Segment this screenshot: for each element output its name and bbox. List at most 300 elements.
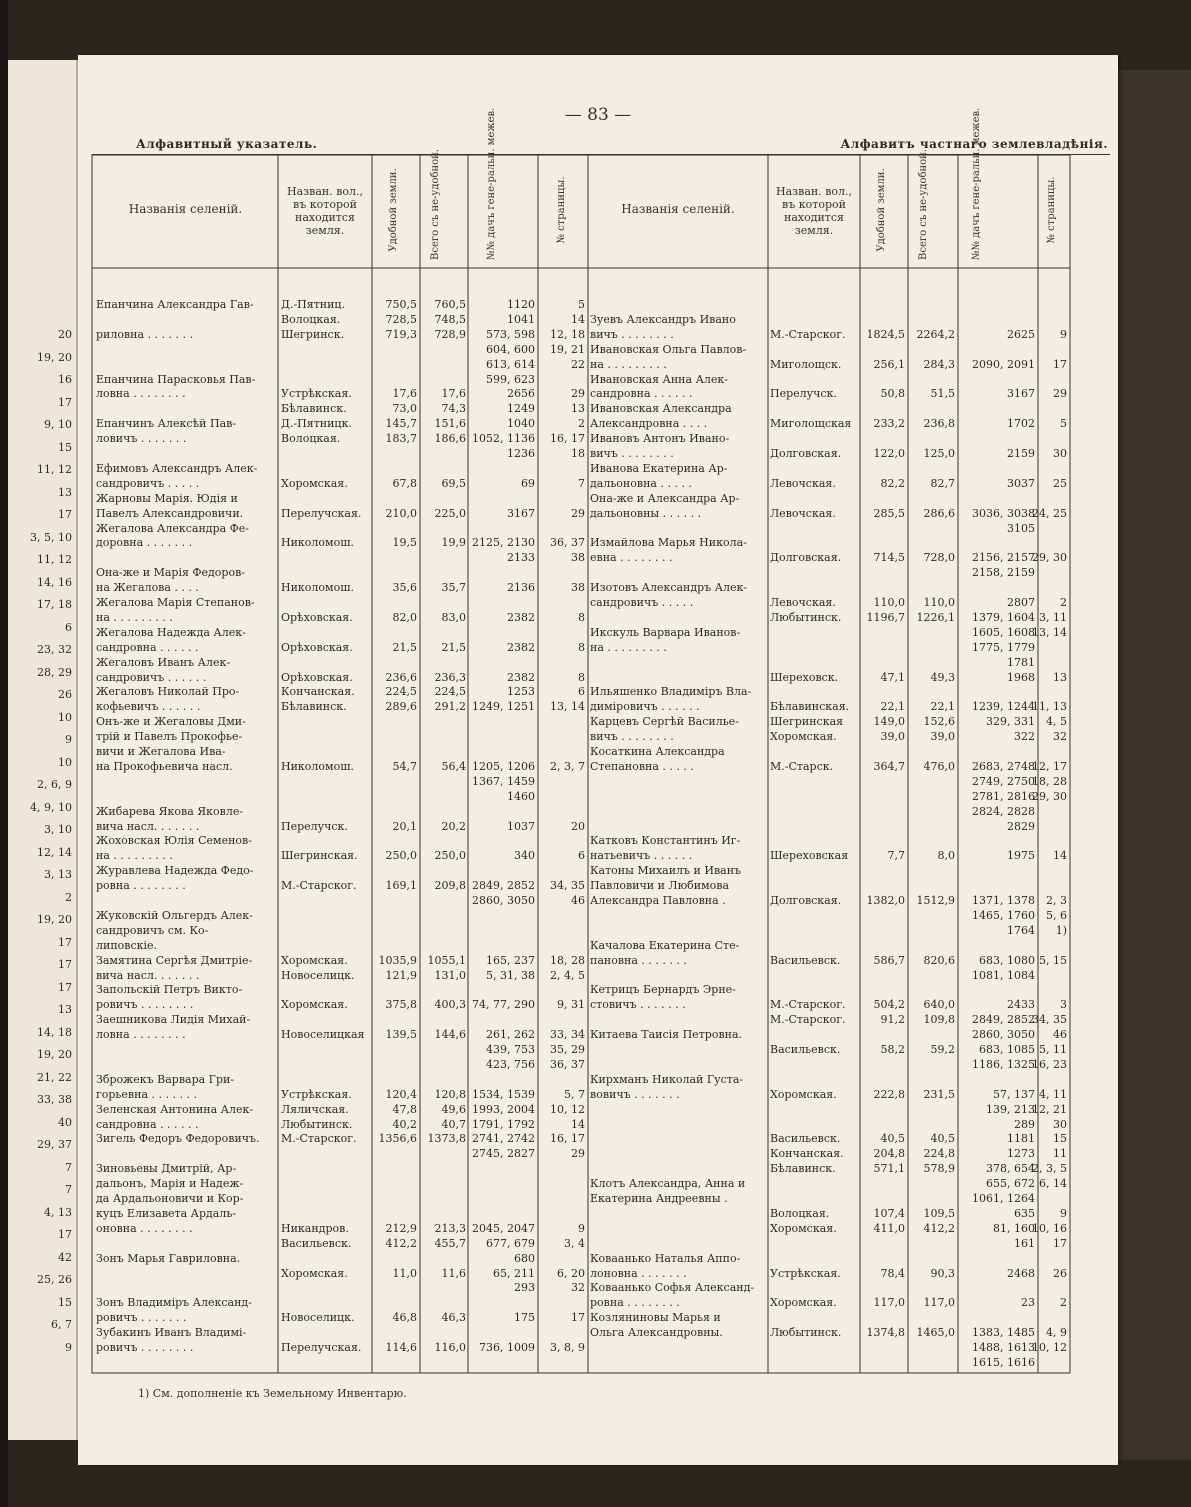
entry-name: вичъ . . . . . . . . — [590, 327, 674, 341]
page-refs: 9 — [1060, 327, 1067, 341]
total-land: 151,6 — [434, 417, 466, 431]
total-land: 109,8 — [923, 1013, 955, 1027]
entry-name: Жегалова Надежда Алек- — [96, 625, 246, 639]
entry-name: дальоновны . . . . . . — [590, 506, 702, 520]
entry-name: Качалова Екатерина Сте- — [590, 938, 740, 952]
survey-numbers: 2745, 2827 — [472, 1147, 535, 1161]
arable-land: 1824,5 — [866, 327, 905, 341]
sidebar-page-ref: 9 — [65, 1340, 72, 1354]
entry-name: Зброжекъ Варвара Гри- — [96, 1072, 235, 1086]
entry-name: Икскуль Варвара Иванов- — [590, 625, 741, 639]
survey-numbers: 1249 — [507, 402, 535, 416]
entry-name: Степановна . . . . . — [590, 759, 694, 773]
arable-land: 204,8 — [873, 1147, 905, 1161]
sidebar-page-ref: 10 — [58, 755, 72, 769]
entry-name: Павловичи и Любимова — [590, 879, 730, 893]
total-land: 40,7 — [441, 1117, 466, 1131]
survey-numbers: 2133 — [507, 551, 535, 565]
entry-name: Ильяшенко Владиміръ Вла- — [590, 685, 752, 699]
survey-numbers: 1239, 1244 — [972, 700, 1035, 714]
total-land: 1373,8 — [427, 1132, 466, 1146]
sidebar-page-ref: 19, 20 — [37, 350, 72, 364]
volost-name: Никандров. — [281, 1221, 349, 1235]
page-refs: 46 — [1053, 1028, 1067, 1042]
volost-name: Орѣховская. — [281, 640, 353, 654]
entry-name: сандровичъ . . . . . — [96, 476, 200, 490]
survey-numbers: 2849, 2852 — [472, 879, 535, 893]
survey-numbers: 1465, 1760 — [972, 908, 1035, 922]
entry-name: Епанчина Александра Гав- — [96, 298, 254, 311]
entry-name: Жоховская Юлія Семенов- — [96, 834, 252, 848]
total-land: 56,4 — [441, 759, 466, 773]
volost-name: Васильевск. — [770, 1132, 841, 1146]
col-header-total-left: Всего съ не-удобной. — [430, 148, 441, 260]
entry-name: вича насл. . . . . . . — [96, 968, 200, 982]
entry-name: ловна . . . . . . . . — [96, 387, 186, 401]
entry-name: стовичъ . . . . . . . — [590, 998, 686, 1012]
entry-name: Ефимовъ Александръ Алек- — [96, 461, 258, 475]
sidebar-page-ref: 19, 20 — [37, 1048, 72, 1061]
entry-name: кофьевичъ . . . . . . — [96, 700, 201, 714]
total-land: 49,3 — [930, 670, 955, 684]
footnote: 1) См. дополненіе къ Земельному Инвентарю. — [138, 1387, 407, 1400]
page-refs: 11, 13 — [1032, 700, 1067, 714]
col-header-arable-right: Удобной земли. — [876, 168, 887, 252]
entry-name: Косаткина Александра — [590, 745, 725, 758]
sidebar-page-ref: 10 — [58, 710, 72, 724]
survey-numbers: 322 — [1014, 730, 1035, 744]
volost-name: Кончанская. — [770, 1147, 844, 1161]
sidebar-page-ref: 13 — [58, 1003, 72, 1016]
arable-land: 47,1 — [880, 670, 905, 684]
page-refs: 17 — [1053, 357, 1067, 371]
volost-name: Волоцкая. — [281, 312, 341, 326]
page-refs: 3, 4 — [564, 1236, 585, 1250]
entry-name: Заешникова Лидія Михай- — [96, 1013, 251, 1027]
page-refs: 32 — [1053, 730, 1067, 744]
entry-name: пановна . . . . . . . — [590, 953, 687, 967]
sidebar-page-ref: 4, 9, 10 — [30, 800, 72, 814]
volost-name: Перелучская. — [281, 506, 362, 520]
page-refs: 5, 6 — [1046, 908, 1067, 922]
entry-name: вовичъ . . . . . . . — [590, 1087, 680, 1101]
total-land: 125,0 — [923, 447, 955, 460]
sidebar-page-ref: 7 — [65, 1160, 72, 1174]
volost-name: Шегринская — [770, 715, 844, 729]
survey-numbers: 261, 262 — [486, 1028, 535, 1042]
survey-numbers: 2468 — [1007, 1266, 1035, 1280]
total-land: 284,3 — [923, 357, 955, 371]
page-refs: 29 — [1053, 387, 1067, 401]
total-land: 476,0 — [923, 759, 955, 773]
page-refs: 2, 3, 5 — [1032, 1162, 1067, 1176]
page-refs: 29, 30 — [1032, 789, 1067, 803]
page-refs: 13 — [1053, 670, 1067, 684]
total-land: 224,8 — [923, 1147, 955, 1161]
arable-land: 750,5 — [385, 298, 417, 311]
survey-numbers: 2125, 2130 — [472, 536, 535, 550]
arable-land: 107,4 — [873, 1206, 905, 1220]
arable-land: 1035,9 — [378, 953, 417, 967]
survey-numbers: 2860, 3050 — [472, 894, 535, 907]
entry-name: Изотовъ Александръ Алек- — [590, 581, 748, 595]
entry-name: Катоны Михаилъ и Иванъ — [590, 864, 742, 878]
sidebar-page-ref: 2 — [65, 890, 72, 904]
total-land: 231,5 — [923, 1087, 955, 1101]
total-land: 49,6 — [441, 1102, 466, 1116]
survey-numbers: 635 — [1014, 1206, 1035, 1220]
entry-name: вичъ . . . . . . . . — [590, 730, 674, 744]
volost-name: Васильевск. — [770, 1043, 841, 1056]
total-land: 69,5 — [441, 476, 466, 490]
total-land: 213,3 — [434, 1221, 466, 1235]
page-refs: 18 — [571, 447, 585, 460]
entry-name: Жегаловъ Иванъ Алек- — [96, 655, 231, 669]
total-land: 291,2 — [434, 700, 466, 714]
arable-land: 22,1 — [880, 700, 905, 714]
entry-name: Ивановская Ольга Павлов- — [590, 342, 747, 356]
entry-name: доровна . . . . . . . — [96, 536, 193, 550]
page-refs: 24, 25 — [1032, 506, 1067, 520]
survey-numbers: 1236 — [507, 447, 535, 460]
survey-numbers: 161 — [1014, 1236, 1035, 1250]
arable-land: 39,0 — [880, 730, 905, 744]
arable-land: 50,8 — [880, 387, 905, 401]
volost-name: Волоцкая. — [770, 1206, 830, 1220]
survey-numbers: 2156, 2157 — [972, 551, 1035, 565]
survey-numbers: 3036, 3038 — [972, 506, 1035, 520]
page-refs: 8 — [578, 670, 585, 684]
page-refs: 8 — [578, 610, 585, 624]
arable-land: 1374,8 — [866, 1326, 905, 1340]
entry-name: Ивановъ Антонъ Ивано- — [590, 432, 730, 446]
arable-land: 82,2 — [880, 476, 905, 490]
page-number: — 83 — — [564, 105, 632, 125]
entry-name: сандровна . . . . . . — [590, 387, 693, 401]
sidebar-page-ref: 40 — [58, 1115, 72, 1129]
entry-name: Александровна . . . . — [590, 417, 708, 431]
volost-name: Долговская. — [770, 551, 842, 565]
survey-numbers: 81, 160 — [993, 1221, 1035, 1235]
page-refs: 6, 20 — [557, 1266, 585, 1280]
total-land: 21,5 — [441, 640, 466, 654]
entry-name: Жибарева Якова Яковле- — [96, 804, 244, 818]
entry-name: Она-же и Александра Ар- — [590, 491, 740, 505]
volost-name: Волоцкая. — [281, 432, 341, 446]
survey-numbers: 165, 237 — [486, 953, 535, 967]
volost-name: Устрѣкская. — [281, 1087, 352, 1101]
total-land: 455,7 — [434, 1236, 466, 1250]
sidebar-page-ref: 16 — [58, 373, 72, 386]
survey-numbers: 1488, 1613 — [972, 1341, 1035, 1354]
page-refs: 16, 17 — [550, 1132, 585, 1146]
entry-name: Китаева Таисія Петровна. — [590, 1028, 743, 1042]
page-refs: 30 — [1053, 1117, 1067, 1131]
page-refs: 29, 30 — [1032, 551, 1067, 565]
survey-numbers: 1120 — [507, 298, 535, 311]
arable-land: 19,5 — [392, 536, 417, 550]
page-refs: 6, 14 — [1039, 1177, 1067, 1191]
entry-name: на . . . . . . . . . — [590, 357, 667, 371]
arable-land: 222,8 — [873, 1087, 905, 1101]
entry-name: дальоновна . . . . . — [590, 476, 692, 490]
document-page — [78, 55, 1118, 1465]
survey-numbers: 1186, 1325 — [972, 1057, 1035, 1071]
arable-land: 20,1 — [392, 819, 417, 833]
page-refs: 1) — [1055, 923, 1067, 937]
arable-land: 145,7 — [385, 417, 417, 431]
entry-name: Жегалова Александра Фе- — [96, 521, 250, 535]
total-land: 1512,9 — [916, 894, 955, 907]
page-refs: 14 — [1053, 849, 1067, 863]
entry-name: Жегалова Марія Степанов- — [96, 596, 255, 609]
volost-name: Васильевск. — [281, 1236, 352, 1250]
arable-land: 58,2 — [880, 1043, 905, 1056]
page-refs: 10, 12 — [1032, 1341, 1067, 1354]
sidebar-page-ref: 17 — [58, 935, 72, 949]
survey-numbers: 1764 — [1007, 923, 1035, 937]
entry-name: дальонъ, Марія и Надеж- — [96, 1177, 244, 1191]
survey-numbers: 613, 614 — [486, 357, 535, 371]
arable-land: 586,7 — [873, 953, 905, 967]
page-refs: 14 — [571, 1117, 585, 1131]
sidebar-page-ref: 6 — [65, 620, 72, 634]
arable-land: 364,7 — [873, 759, 905, 773]
sidebar-page-ref: 9, 10 — [44, 418, 72, 431]
arable-land: 47,8 — [392, 1102, 417, 1116]
page-refs: 6 — [578, 849, 585, 863]
col-header-pages-left: № страницы. — [556, 176, 567, 244]
arable-land: 375,8 — [385, 998, 417, 1012]
entry-name: да Ардальоновичи и Кор- — [96, 1192, 244, 1205]
page-refs: 3, 8, 9 — [550, 1341, 585, 1354]
entry-name: Ивановская Анна Алек- — [590, 372, 728, 386]
survey-numbers: 1781 — [1007, 655, 1035, 669]
volost-name: Устрѣкская. — [770, 1266, 841, 1280]
total-land: 1226,1 — [916, 610, 955, 624]
sidebar-page-ref: 7 — [65, 1183, 72, 1196]
sidebar-page-ref: 11, 12 — [37, 553, 72, 566]
entry-name: ловна . . . . . . . . — [96, 1028, 186, 1042]
col-header-genmap-right: №№ дачъ гене-ральн. межев. — [971, 107, 982, 260]
survey-numbers: 65, 211 — [493, 1266, 535, 1280]
page-refs: 10, 16 — [1032, 1221, 1067, 1235]
survey-numbers: 3167 — [507, 506, 535, 520]
total-land: 39,0 — [930, 730, 955, 744]
volost-name: Васильевск. — [770, 953, 841, 967]
page-refs: 17 — [1053, 1236, 1067, 1250]
arable-land: 1356,6 — [378, 1132, 417, 1146]
page-refs: 9, 31 — [557, 998, 585, 1012]
volost-name: Бѣлавинск. — [281, 700, 347, 714]
volost-name: Долговская. — [770, 447, 842, 460]
volost-name: Левочская. — [770, 476, 836, 490]
arable-land: 285,5 — [873, 506, 905, 520]
total-land: 286,6 — [923, 506, 955, 520]
survey-numbers: 2741, 2742 — [472, 1132, 535, 1146]
arable-land: 728,5 — [385, 312, 417, 326]
entry-name: на Жегалова . . . . — [96, 581, 199, 595]
total-land: 236,3 — [434, 670, 466, 684]
col-header-arable-left: Удобной земли. — [388, 168, 399, 252]
total-land: 51,5 — [930, 387, 955, 401]
survey-numbers: 2781, 2816 — [972, 789, 1035, 803]
survey-numbers: 2683, 2748 — [972, 759, 1035, 773]
entry-name: ровна . . . . . . . . — [96, 879, 186, 893]
page-refs: 2 — [578, 417, 585, 431]
page-refs: 10, 12 — [550, 1102, 585, 1116]
page-refs: 5, 7 — [564, 1087, 585, 1101]
volost-name: Новоселицкая — [281, 1028, 365, 1042]
survey-numbers: 1534, 1539 — [472, 1087, 535, 1101]
page-refs: 34, 35 — [550, 879, 585, 893]
total-land: 1055,1 — [427, 953, 466, 967]
arable-land: 122,0 — [873, 447, 905, 460]
survey-numbers: 1081, 1084 — [972, 968, 1035, 982]
sidebar-page-ref: 14, 16 — [37, 575, 72, 589]
volost-name: Д.-Пятниц. — [281, 298, 346, 311]
page-refs: 34, 35 — [1032, 1013, 1067, 1027]
entry-name: Зонъ Владиміръ Александ- — [96, 1296, 252, 1310]
volost-name: Орѣховская. — [281, 670, 353, 684]
survey-numbers: 1975 — [1007, 849, 1035, 863]
entry-name: сандровичъ см. Ко- — [96, 923, 209, 937]
survey-numbers: 1253 — [507, 685, 535, 699]
survey-numbers: 2090, 2091 — [972, 357, 1035, 371]
arable-land: 412,2 — [385, 1236, 417, 1250]
survey-numbers: 2433 — [1007, 998, 1035, 1012]
arable-land: 236,6 — [385, 670, 417, 684]
entry-name: риловна . . . . . . . — [96, 327, 194, 341]
volost-name: Бѣлавинская. — [770, 700, 850, 714]
survey-numbers: 2807 — [1007, 596, 1035, 609]
survey-numbers: 1273 — [1007, 1147, 1035, 1161]
col-header-names-right: Названія селеній. — [621, 202, 735, 216]
sidebar-page-ref: 17 — [58, 980, 72, 994]
entry-name: ровна . . . . . . . . — [590, 1296, 680, 1310]
col-header-genmap-left: №№ дачъ гене-ральн. межев. — [486, 107, 497, 260]
page-refs: 11 — [1053, 1147, 1067, 1161]
survey-numbers: 329, 331 — [986, 715, 1035, 729]
arable-land: 67,8 — [392, 476, 417, 490]
arable-land: 210,0 — [385, 506, 417, 520]
arable-land: 149,0 — [873, 715, 905, 729]
page-refs: 7 — [578, 476, 585, 490]
survey-numbers: 677, 679 — [486, 1236, 535, 1250]
page-refs: 5 — [578, 298, 585, 311]
survey-numbers: 3167 — [1007, 387, 1035, 401]
survey-numbers: 69 — [521, 476, 535, 490]
entry-name: вичъ . . . . . . . . — [590, 447, 674, 460]
total-land: 820,6 — [923, 953, 955, 967]
volost-name: Хоромская. — [770, 730, 837, 744]
total-land: 186,6 — [434, 432, 466, 446]
page-refs: 29 — [571, 506, 585, 520]
sidebar-page-ref: 21, 22 — [37, 1070, 72, 1084]
header-right: Алфавитъ частнаго землевладѣнія. — [840, 137, 1108, 151]
page-refs: 5 — [1060, 417, 1067, 431]
total-land: 117,0 — [923, 1296, 955, 1310]
arable-land: 7,7 — [887, 849, 905, 863]
page-refs: 12, 18 — [550, 327, 585, 341]
page-refs: 30 — [1053, 447, 1067, 460]
page-refs: 46 — [571, 894, 585, 907]
arable-land: 17,6 — [392, 387, 417, 401]
arable-land: 120,4 — [385, 1087, 417, 1101]
survey-numbers: 1205, 1206 — [472, 759, 535, 773]
total-land: 640,0 — [923, 998, 955, 1012]
volost-name: Шереховская — [770, 849, 849, 863]
volost-name: Хоромская. — [770, 1087, 837, 1101]
col-header-volost-left: Назван. вол., въ которой находится земля. — [286, 185, 364, 237]
volost-name: Перелучская. — [281, 1341, 362, 1354]
total-land: 109,5 — [923, 1206, 955, 1220]
sidebar-page-ref: 15 — [58, 440, 72, 454]
entry-name: куцъ Елизавета Ардаль- — [96, 1206, 237, 1220]
total-land: 82,7 — [930, 476, 955, 490]
total-land: 412,2 — [923, 1221, 955, 1235]
total-land: 152,6 — [923, 715, 955, 729]
survey-numbers: 2382 — [507, 610, 535, 624]
sidebar-page-ref: 3, 10 — [44, 823, 72, 836]
entry-name: Коваанько Софья Александ- — [590, 1281, 755, 1295]
page-refs: 38 — [571, 551, 585, 565]
arable-land: 54,7 — [392, 759, 417, 773]
arable-land: 78,4 — [880, 1266, 905, 1280]
entry-name: ровичъ . . . . . . . . — [96, 998, 194, 1012]
total-land: 59,2 — [930, 1043, 955, 1056]
entry-name: ровичъ . . . . . . . . — [96, 1341, 194, 1354]
total-land: 728,9 — [434, 327, 466, 341]
survey-numbers: 23 — [1021, 1296, 1035, 1310]
entry-name: Онъ-же и Жегаловы Дми- — [96, 715, 246, 729]
col-header-volost-right: Назван. вол., въ которой находится земля. — [775, 185, 853, 237]
page-refs: 9 — [578, 1221, 585, 1235]
volost-name: М.-Старског. — [770, 327, 846, 341]
total-land: 748,5 — [434, 312, 466, 326]
total-land: 116,0 — [434, 1341, 466, 1354]
arable-land: 73,0 — [392, 402, 417, 416]
entry-name: лоновна . . . . . . . — [590, 1266, 687, 1280]
volost-name: Бѣлавинск. — [770, 1162, 836, 1176]
survey-numbers: 2860, 3050 — [972, 1028, 1035, 1042]
entry-name: Зубакинъ Иванъ Владимі- — [96, 1326, 247, 1340]
page-refs: 29 — [571, 387, 585, 401]
sidebar-page-ref: 13 — [58, 485, 72, 499]
arable-land: 256,1 — [873, 357, 905, 371]
survey-numbers: 340 — [514, 849, 535, 863]
arable-land: 40,2 — [392, 1117, 417, 1131]
book-binding — [0, 0, 8, 1507]
entry-name: Кетрицъ Бернардъ Эрне- — [590, 983, 736, 997]
page-refs: 2, 4, 5 — [550, 968, 585, 982]
entry-name: ровичъ . . . . . . . — [96, 1311, 187, 1325]
entry-name: Жуковскій Ольгердъ Алек- — [96, 908, 253, 922]
page-refs: 5, 11 — [1039, 1043, 1067, 1056]
total-land: 74,3 — [441, 402, 466, 416]
survey-numbers: 2382 — [507, 670, 535, 684]
page-refs: 13, 14 — [550, 700, 585, 714]
total-land: 760,5 — [434, 298, 466, 311]
volost-name: Новоселицк. — [281, 968, 355, 982]
entry-name: Ольга Александровны. — [590, 1326, 723, 1340]
volost-name: Бѣлавинск. — [281, 402, 347, 416]
survey-numbers: 604, 600 — [486, 342, 535, 356]
total-land: 35,7 — [441, 581, 466, 595]
sidebar-page-ref: 19, 20 — [37, 913, 72, 926]
entry-name: сандровна . . . . . . — [96, 640, 199, 654]
page-refs: 35, 29 — [550, 1043, 585, 1056]
